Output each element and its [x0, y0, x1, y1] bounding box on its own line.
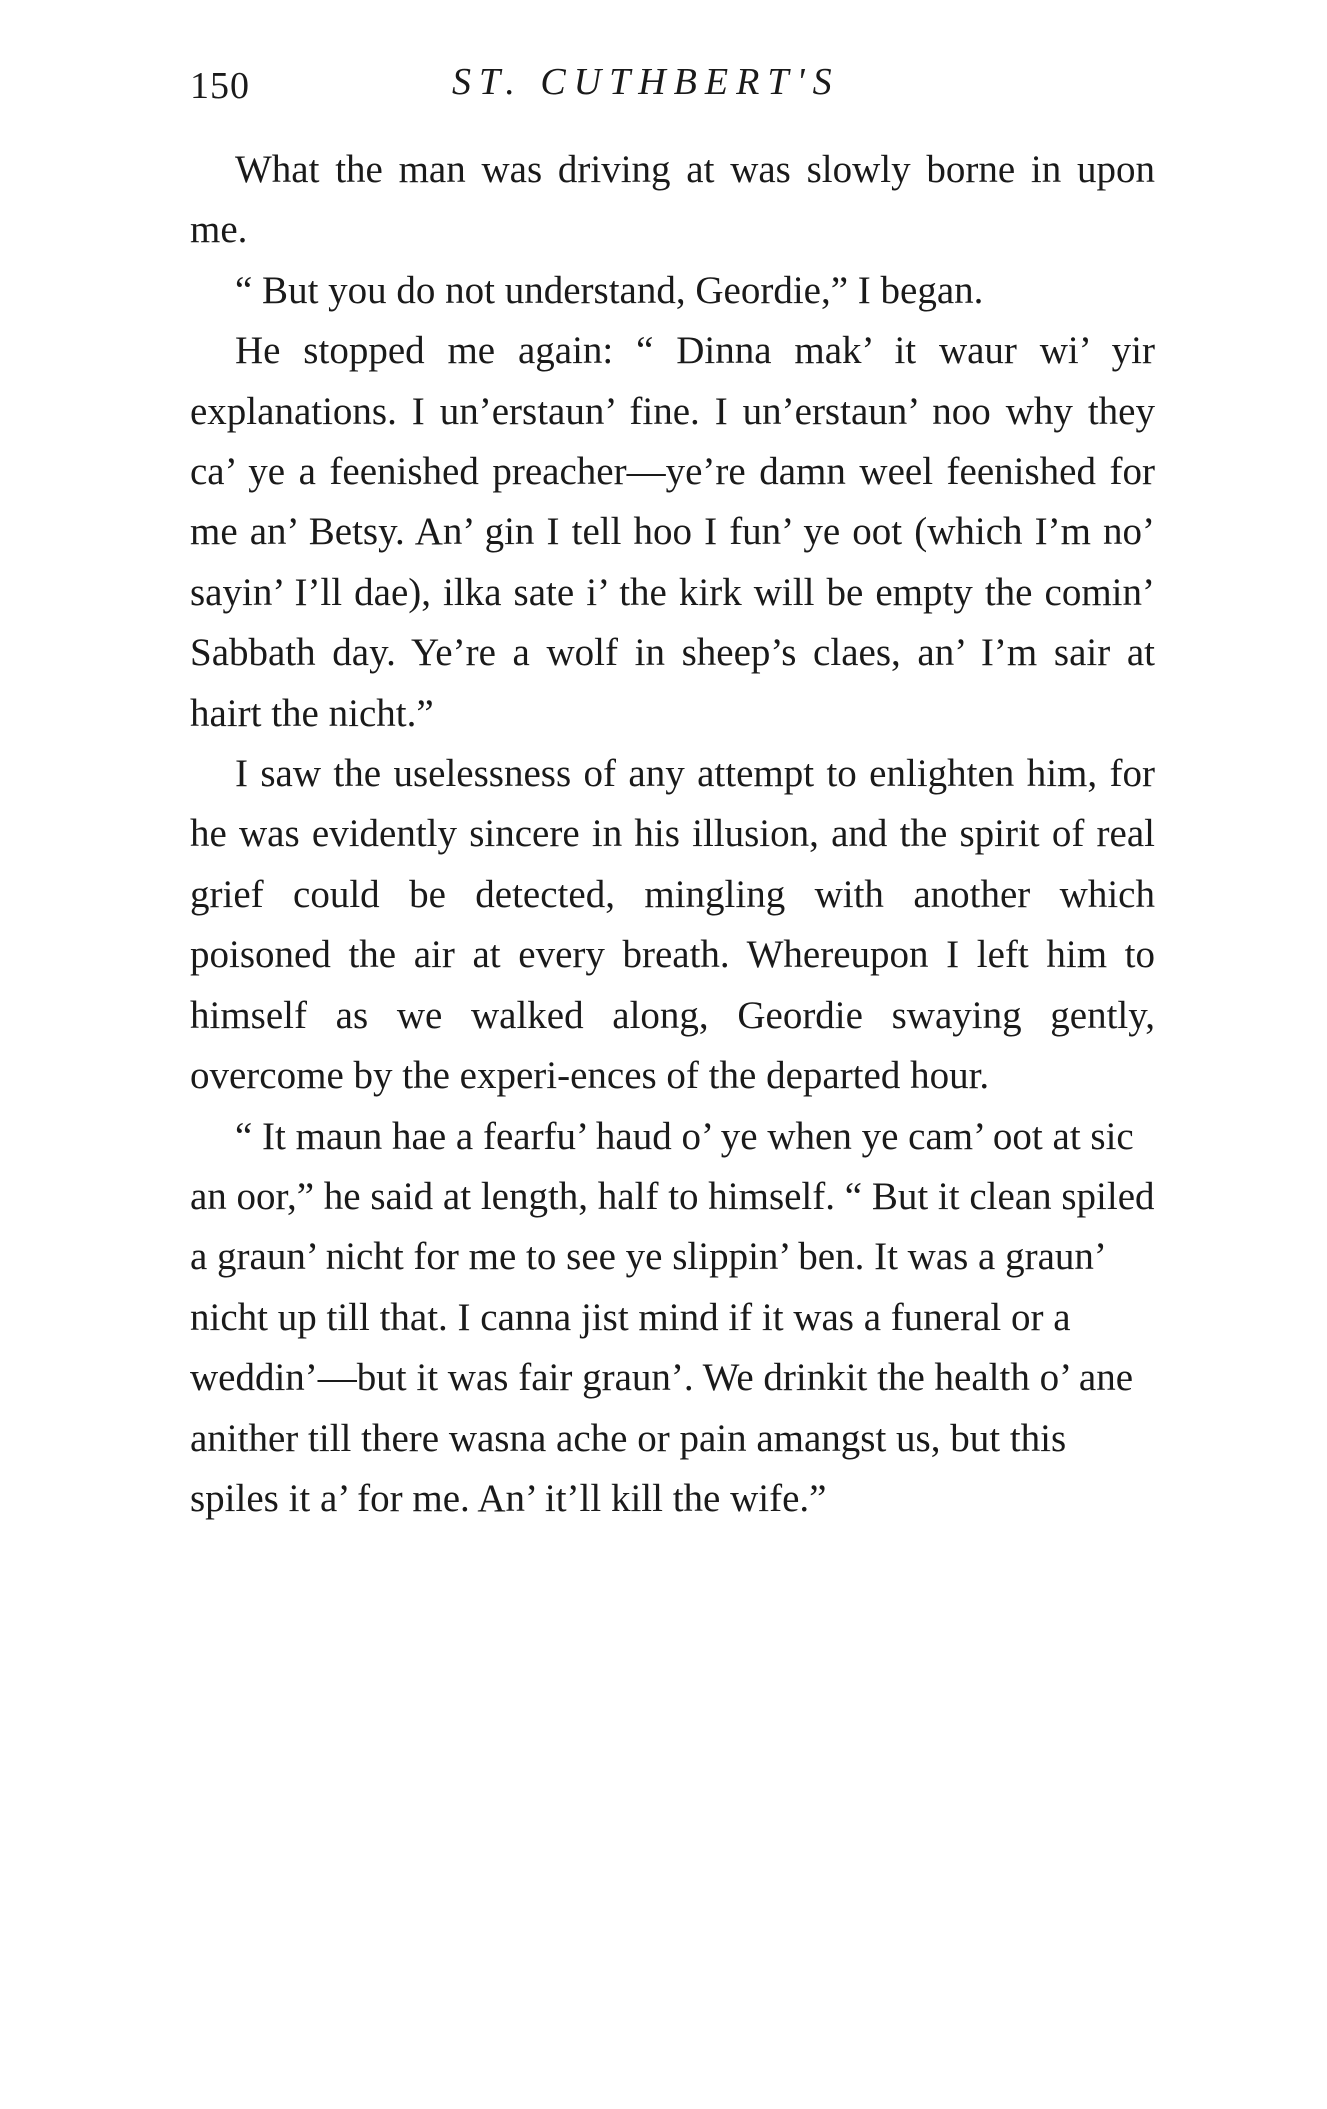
paragraph-4: I saw the uselessness of any attempt to enlighten him, for he was evidently sincere in his illusion, and the spirit of real grief could be detected, mingling with another which poisoned the air at every breath. Whereupon I left him to himself as we walked along, Geordie swaying gently, overcome by the experi-ences of the departed hour.	[190, 752, 1155, 1098]
body-text	[190, 140, 1155, 1529]
running-title: ST. CUTHBERT'S	[452, 61, 840, 103]
paragraph-1: What the man was driving at was slowly borne in upon me.	[190, 148, 1155, 252]
paragraph-5: “ It maun hae a fearfu’ haud o’ ye when ye cam’ oot at sic an oor,” he said at length, half to himself. “ But it clean spiled a graun’ nicht for me to see ye slippin’ ben. It was a graun’ nicht up till that. I canna jist mind if it was a funeral or a weddin’—but it was fair graun’. We drinkit the health o’ ane anither till there wasna ache or pain amangst us, but this spiles it a’ for me. An’ it’ll kill the wife.”	[190, 1114, 1155, 1520]
paragraph-2: “ But you do not understand, Geordie,” I began.	[235, 268, 984, 312]
paragraph-3: He stopped me again: “ Dinna mak’ it waur wi’ yir explanations. I un’erstaun’ fine. I un’erstaun’ noo why they ca’ ye a feenished preacher—ye’re damn weel feenished for me an’ Betsy. An’ gin I tell hoo I fun’ ye oot (which I’m no’ sayin’ I’ll dae), ilka sate i’ the kirk will be empty the comin’ Sabbath day. Ye’re a wolf in sheep’s claes, an’ I’m sair at hairt the nicht.”	[190, 329, 1155, 735]
page-number: 150	[190, 65, 250, 107]
running-head	[190, 58, 1160, 118]
